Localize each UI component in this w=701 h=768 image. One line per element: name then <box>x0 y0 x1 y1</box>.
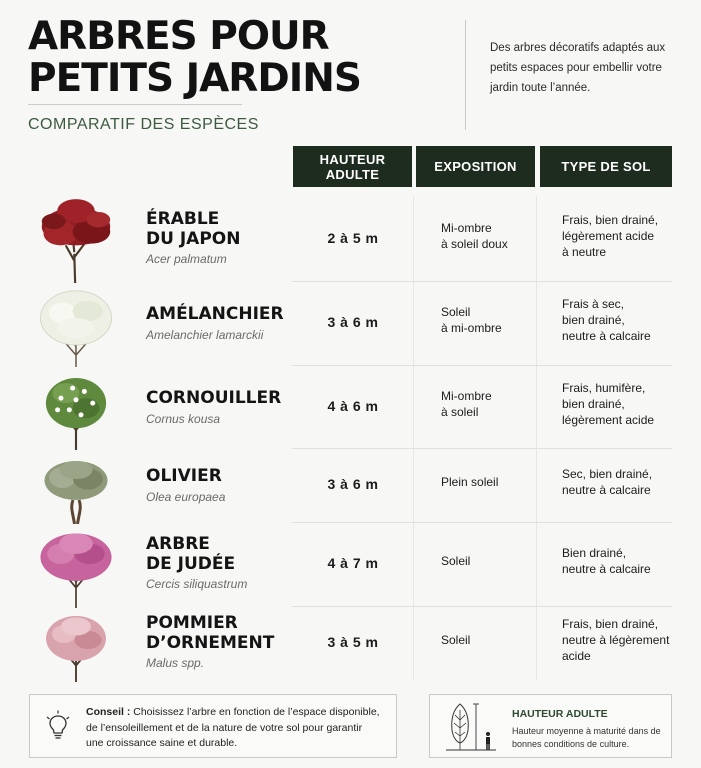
lightbulb-icon <box>46 710 70 742</box>
flowering-dogwood-tree-icon <box>30 363 122 455</box>
species-name: ARBRE DE JUDÉE <box>146 534 236 574</box>
species-name: OLIVIER <box>146 466 222 486</box>
exposure-value: Plein soleil <box>441 475 499 489</box>
exposure-value: Soleil à mi-ombre <box>441 305 502 335</box>
tip-text <box>86 705 382 752</box>
adult-height-value: 3 à 6 m <box>327 476 379 492</box>
header-divider <box>465 20 466 130</box>
title-line-2: PETITS JARDINS <box>28 56 361 101</box>
legend-title: HAUTEUR ADULTE <box>512 708 608 720</box>
exposure-value: Soleil <box>441 554 471 568</box>
adult-height-value: 3 à 6 m <box>327 314 379 330</box>
column-divider <box>413 196 414 680</box>
olive-tree-icon <box>30 446 122 529</box>
row-divider <box>292 281 672 282</box>
soil-type-value: Frais, bien drainé, neutre à légèrement acide <box>562 617 670 663</box>
column-header-soil: TYPE DE SOL <box>540 146 672 187</box>
adult-height-value: 4 à 6 m <box>327 397 379 414</box>
intro-text: Des arbres décoratifs adaptés aux petits espaces pour embellir votre jardin toute l’année. <box>490 42 666 94</box>
legend-box <box>429 694 672 758</box>
species-name: ÉRABLE DU JAPON <box>146 208 241 249</box>
species-name: AMÉLANCHIER <box>146 304 284 324</box>
row-divider <box>292 365 672 366</box>
page-title <box>28 16 361 100</box>
row-divider <box>292 606 672 607</box>
row-divider <box>292 448 672 449</box>
soil-type-value: Frais, bien drainé, légèrement acide à neutre <box>562 212 659 259</box>
species-latin-name: Olea europaea <box>146 490 226 504</box>
adult-height-value: 4 à 7 m <box>327 555 379 571</box>
row-divider <box>292 522 672 523</box>
tip-body: Choisissez l’arbre en fonction de l’espace disponible, de l’ensoleillement et de la nature de votre sol pour garantir une croissance saine et durable. <box>86 706 380 749</box>
soil-type-value: Sec, bien drainé, neutre à calcaire <box>562 467 653 497</box>
page-subtitle: COMPARATIF DES ESPÈCES <box>28 116 259 133</box>
soil-type-value: Bien drainé, neutre à calcaire <box>562 546 651 576</box>
column-divider <box>536 196 537 680</box>
column-header-height: HAUTEUR ADULTE <box>293 146 412 187</box>
exposure-value: Mi-ombre à soleil doux <box>441 220 508 251</box>
exposure-value: Soleil <box>441 633 471 647</box>
ornamental-apple-tree-icon <box>30 604 122 687</box>
soil-type-value: Frais à sec, bien drainé, neutre à calcaire <box>562 297 651 343</box>
soil-type-value: Frais, humifère, bien drainé, légèrement acide <box>562 380 655 427</box>
tip-label: Conseil : <box>86 706 131 718</box>
tip-box <box>29 694 397 758</box>
red-japanese-maple-tree-icon <box>30 194 122 288</box>
species-latin-name: Amelanchier lamarckii <box>146 328 264 342</box>
tree-height-scale-icon <box>440 698 502 756</box>
species-latin-name: Cercis siliquastrum <box>146 577 248 591</box>
species-name: POMMIER D’ORNEMENT <box>146 613 275 653</box>
species-latin-name: Cornus kousa <box>146 411 221 426</box>
species-name: CORNOUILLER <box>146 387 282 408</box>
exposure-value: Mi-ombre à soleil <box>441 388 492 419</box>
adult-height-value: 3 à 5 m <box>327 634 379 650</box>
species-latin-name: Acer palmatum <box>146 251 227 266</box>
legend-description: Hauteur moyenne à maturité dans de bonnes conditions de culture. <box>512 726 661 749</box>
white-blossom-tree-icon <box>30 279 122 372</box>
adult-height-value: 2 à 5 m <box>327 229 379 246</box>
title-line-1: ARBRES POUR <box>28 14 329 59</box>
pink-judas-tree-icon <box>30 520 122 613</box>
title-underline <box>28 104 242 105</box>
species-latin-name: Malus spp. <box>146 656 205 670</box>
column-header-exposure: EXPOSITION <box>416 146 535 187</box>
